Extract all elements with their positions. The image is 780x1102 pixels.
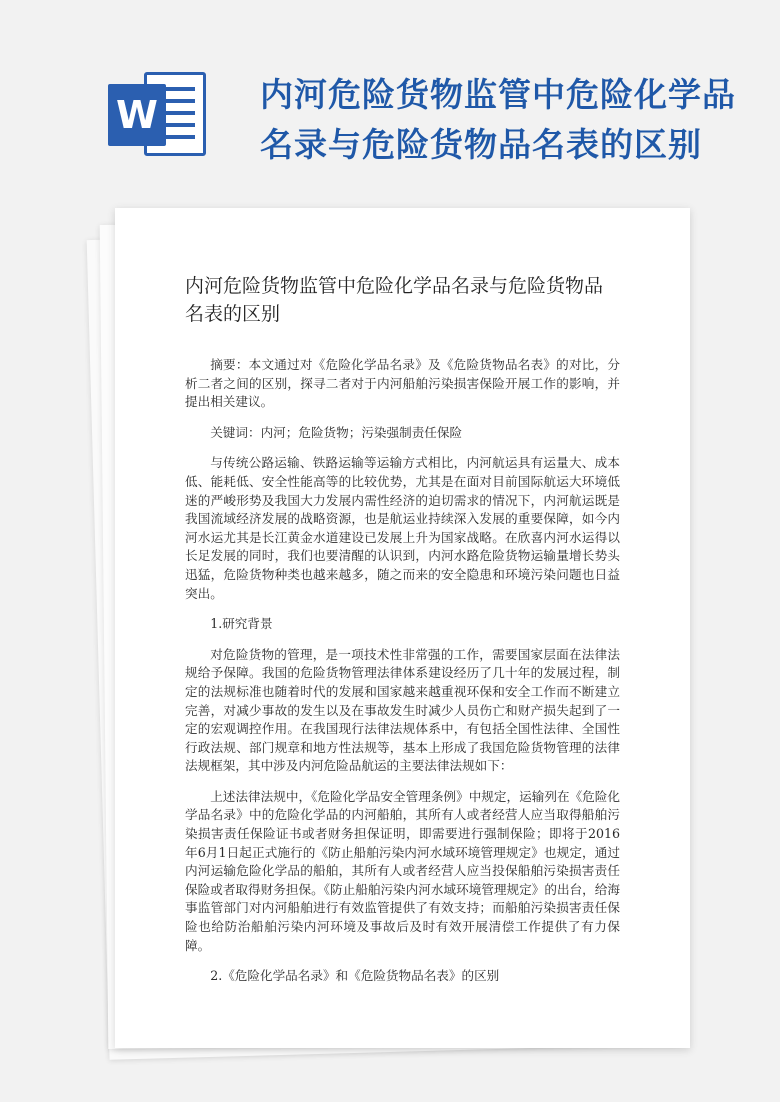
document-page xyxy=(115,208,690,1048)
document-title: 内河危险货物监管中危险化学品名录与危险货物品名表的区别 xyxy=(185,275,604,325)
body-paragraph: 上述法律法规中，《危险化学品安全管理条例》中规定，运输列在《危险化学品名录》中的危险化学品的内河船舶，其所有人或者经营人应当取得船舶污染损害责任保险证书或者财务担保证明，即需要进行强制保险；即将于2016年6月1日起正式施行的《防止船舶污染内河水域环境管理规定》也规定，通过内河运输危险化学品的船舶，其所有人或者经营人应当投保船舶污染损害责任保险或者取得财务担保。《防止船舶污染内河水域环境管理规定》的出台，给海事监管部门对内河船舶进行有效监管提供了有效支持；而船舶污染损害责任保险也给防治船舶污染内河环境及事故后及时有效开展清偿工作提供了有力保障。 xyxy=(185,788,620,953)
page-title: 内河危险货物监管中危险化学品名录与危险货物品名表的区别 xyxy=(260,75,736,164)
keywords: 关键词：内河；危险货物；污染强制责任保险 xyxy=(210,424,463,440)
abstract: 摘要：本文通过对《危险化学品名录》及《危险货物品名表》的对比，分析二者之间的区别，探寻二者对于内河船舶污染损害保险开展工作的影响，并提出相关建议。 xyxy=(185,357,620,410)
section-heading: 1.研究背景 xyxy=(210,616,273,632)
section-heading: 2.《危险化学品名录》和《危险货物品名表》的区别 xyxy=(210,968,500,984)
intro-paragraph: 与传统公路运输、铁路运输等运输方式相比，内河航运具有运量大、成本低、能耗低、安全性能高等的比较优势，尤其是在面对目前国际航运大环境低迷的严峻形势及我国大力发展内需性经济的迫切需求的情况下，内河航运既是我国流域经济发展的战略资源，也是航运业持续深入发展的重要保障，如今内河水运尤其是长江黄金水道建设已发展上升为国家战略。在欣喜内河水运得以长足发展的同时，我们也要清醒的认识到，内河水路危险货物运输量增长势头迅猛，危险货物种类也越来越多，随之而来的安全隐患和环境污染问题也日益突出。 xyxy=(185,455,620,601)
word-icon-letter: W xyxy=(108,84,166,146)
word-document-icon xyxy=(108,68,210,164)
body-paragraph: 对危险货物的管理，是一项技术性非常强的工作，需要国家层面在法律法规给予保障。我国的危险货物管理法律体系建设经历了几十年的发展过程，制定的法规标准也随着时代的发展和国家越来越重视环保和安全工作而不断建立完善，对减少事故的发生以及在事故发生时减少人员伤亡和财产损失起到了一定的宏观调控作用。在我国现行法律法规体系中，有包括全国性法律、全国性行政法规、部门规章和地方性法规等，基本上形成了我国危险货物管理的法律法规框架，其中涉及内河危险品航运的主要法律法规如下： xyxy=(185,646,620,774)
